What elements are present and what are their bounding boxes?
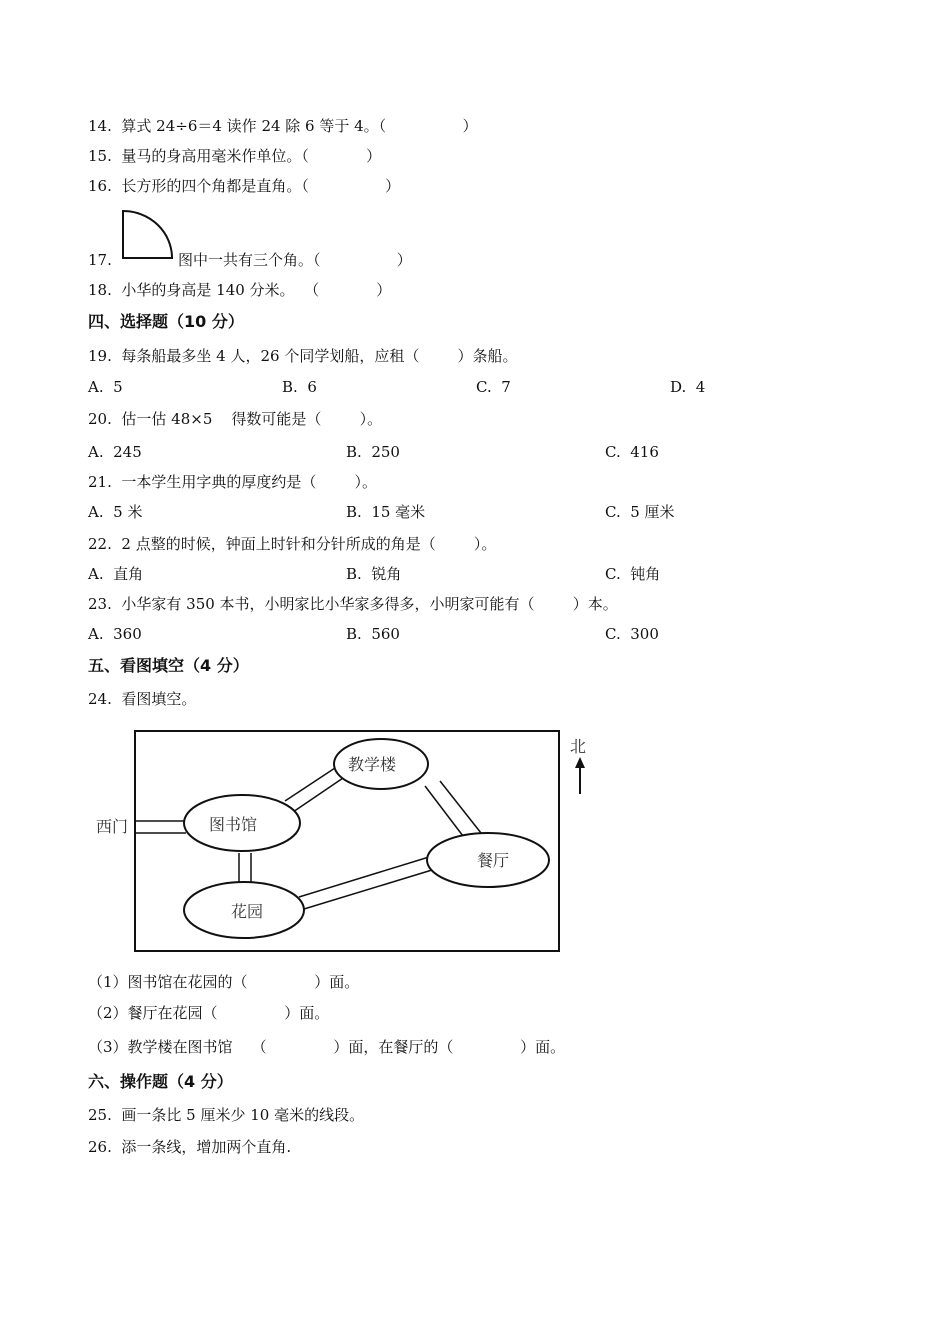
q21-option-a: A. 5 米 <box>88 503 143 521</box>
subquestion-24-3: （3）教学楼在图书馆 （ ）面，在餐厅的（ ）面。 <box>88 1038 566 1056</box>
road-teaching-canteen-a <box>425 786 463 836</box>
q19-option-c: C. 7 <box>476 378 511 396</box>
north-label: 北 <box>570 737 587 756</box>
q22-option-b: B. 锐角 <box>346 565 402 583</box>
question-22: 22. 2 点整的时候，钟面上时针和分针所成的角是（ ）。 <box>88 535 497 553</box>
section4-title: 四、选择题（10 分） <box>88 312 244 331</box>
road-library-teaching-a <box>285 766 338 801</box>
q20-option-b: B. 250 <box>346 443 400 461</box>
section5-title: 五、看图填空（4 分） <box>88 656 249 675</box>
teaching-building-label: 教学楼 <box>347 755 397 774</box>
west-gate-label: 西门 <box>96 817 129 836</box>
q22-option-a: A. 直角 <box>88 565 144 583</box>
subquestion-24-1: （1）图书馆在花园的（ ）面。 <box>88 973 360 991</box>
campus-map <box>90 726 630 958</box>
q19-option-d: D. 4 <box>670 378 706 396</box>
section6-title: 六、操作题（4 分） <box>88 1072 233 1091</box>
subquestion-24-2: （2）餐厅在花园（ ）面。 <box>88 1004 330 1022</box>
q19-option-b: B. 6 <box>282 378 317 396</box>
q23-option-c: C. 300 <box>605 625 659 643</box>
q20-option-a: A. 245 <box>88 443 142 461</box>
q23-option-a: A. 360 <box>88 625 142 643</box>
q22-option-c: C. 钝角 <box>605 565 661 583</box>
question-19: 19. 每条船最多坐 4 人，26 个同学划船，应租（ ）条船。 <box>88 347 518 365</box>
q23-option-b: B. 560 <box>346 625 400 643</box>
question-17-number: 17. <box>88 251 112 269</box>
question-23: 23. 小华家有 350 本书，小明家比小华家多得多，小明家可能有（ ）本。 <box>88 595 618 613</box>
question-25: 25. 画一条比 5 厘米少 10 毫米的线段。 <box>88 1106 365 1124</box>
q21-option-c: C. 5 厘米 <box>605 503 675 521</box>
question-15: 15. 量马的身高用毫米作单位。（ ） <box>88 147 382 165</box>
question-20: 20. 估一估 48×5 得数可能是（ ）。 <box>88 410 383 428</box>
q21-option-b: B. 15 毫米 <box>346 503 426 521</box>
question-14: 14. 算式 24÷6＝4 读作 24 除 6 等于 4。（ ） <box>88 117 478 135</box>
question-24: 24. 看图填空。 <box>88 690 197 708</box>
q19-option-a: A. 5 <box>88 378 123 396</box>
q20-option-c: C. 416 <box>605 443 659 461</box>
garden-label: 花园 <box>230 902 264 921</box>
question-16: 16. 长方形的四个角都是直角。（ ） <box>88 177 401 195</box>
question-17: 图中一共有三个角。（ ） <box>178 251 412 269</box>
quarter-circle-figure <box>118 208 178 264</box>
north-arrowhead-icon <box>575 757 585 768</box>
question-18: 18. 小华的身高是 140 分米。 （ ） <box>88 281 392 299</box>
canteen-label: 餐厅 <box>476 851 510 870</box>
road-library-teaching-b <box>293 776 346 812</box>
question-21: 21. 一本学生用字典的厚度约是（ ）。 <box>88 473 378 491</box>
road-teaching-canteen-b <box>440 781 481 833</box>
library-label: 图书馆 <box>208 815 258 834</box>
question-26: 26. 添一条线，增加两个直角. <box>88 1138 292 1156</box>
